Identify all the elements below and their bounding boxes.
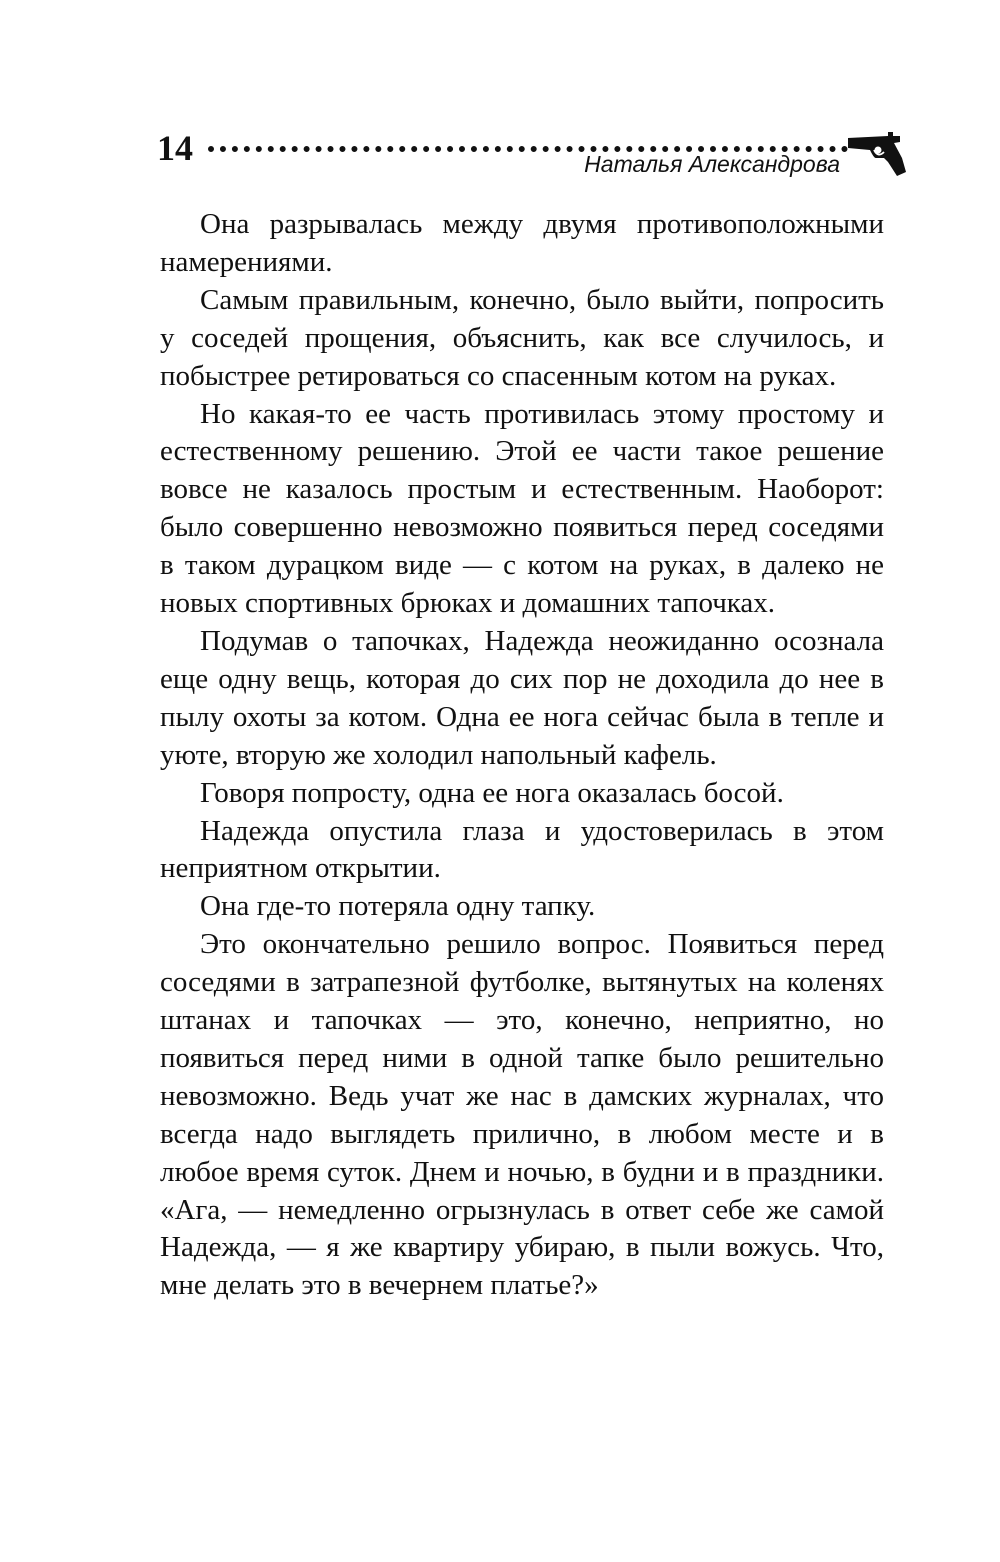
body-text bbox=[160, 206, 884, 1305]
paragraph: Она разрывалась между двумя противоположными намерениями. bbox=[160, 208, 884, 278]
paragraph: Самым правильным, конечно, было выйти, попросить у соседей прощения, объяснить, как все случилось, и побыстрее ретироваться со спасенным котом на руках. bbox=[160, 283, 884, 392]
page-number: 14 bbox=[157, 128, 193, 168]
paragraph: Подумав о тапочках, Надежда неожиданно осознала еще одну вещь, которая до сих пор не доходила до нее в пылу охоты за котом. Одна ее нога сейчас была в тепле и уюте, вторую же холодил напольный кафель. bbox=[160, 624, 884, 771]
paragraph: Но какая-то ее часть противилась этому простому и естественному решению. Этой ее части такое решение вовсе не казалось простым и естественным. Наоборот: было совершенно невозможно появиться перед соседями в таком дурацком виде — с котом на руках, в далеко не новых спортивных брюках и домашних тапочках. bbox=[160, 397, 884, 620]
revolver-icon bbox=[848, 128, 910, 180]
paragraph: Говоря попросту, одна ее нога оказалась босой. bbox=[200, 776, 784, 809]
paragraph: Это окончательно решило вопрос. Появиться перед соседями в затрапезной футболке, вытянутых на коленях штанах и тапочках — это, конечно, неприятно, но появиться перед ними в одной тапке было решительно невозможно. Ведь учат же нас в дамских журналах, что всегда надо выглядеть прилично, в любом месте и в любое время суток. Днем и ночью, в будни и в праздники. «Ага, — немедленно огрызнулась в ответ себе же самой Надежда, — я же квартиру убираю, в пыли вожусь. Что, мне делать это в вечернем платье?» bbox=[160, 928, 884, 1302]
paragraph: Надежда опустила глаза и удостоверилась в этом неприятном открытии. bbox=[160, 814, 884, 885]
paragraph: Она где-то потеряла одну тапку. bbox=[200, 890, 596, 923]
running-header-author: Наталья Александрова bbox=[584, 151, 840, 177]
